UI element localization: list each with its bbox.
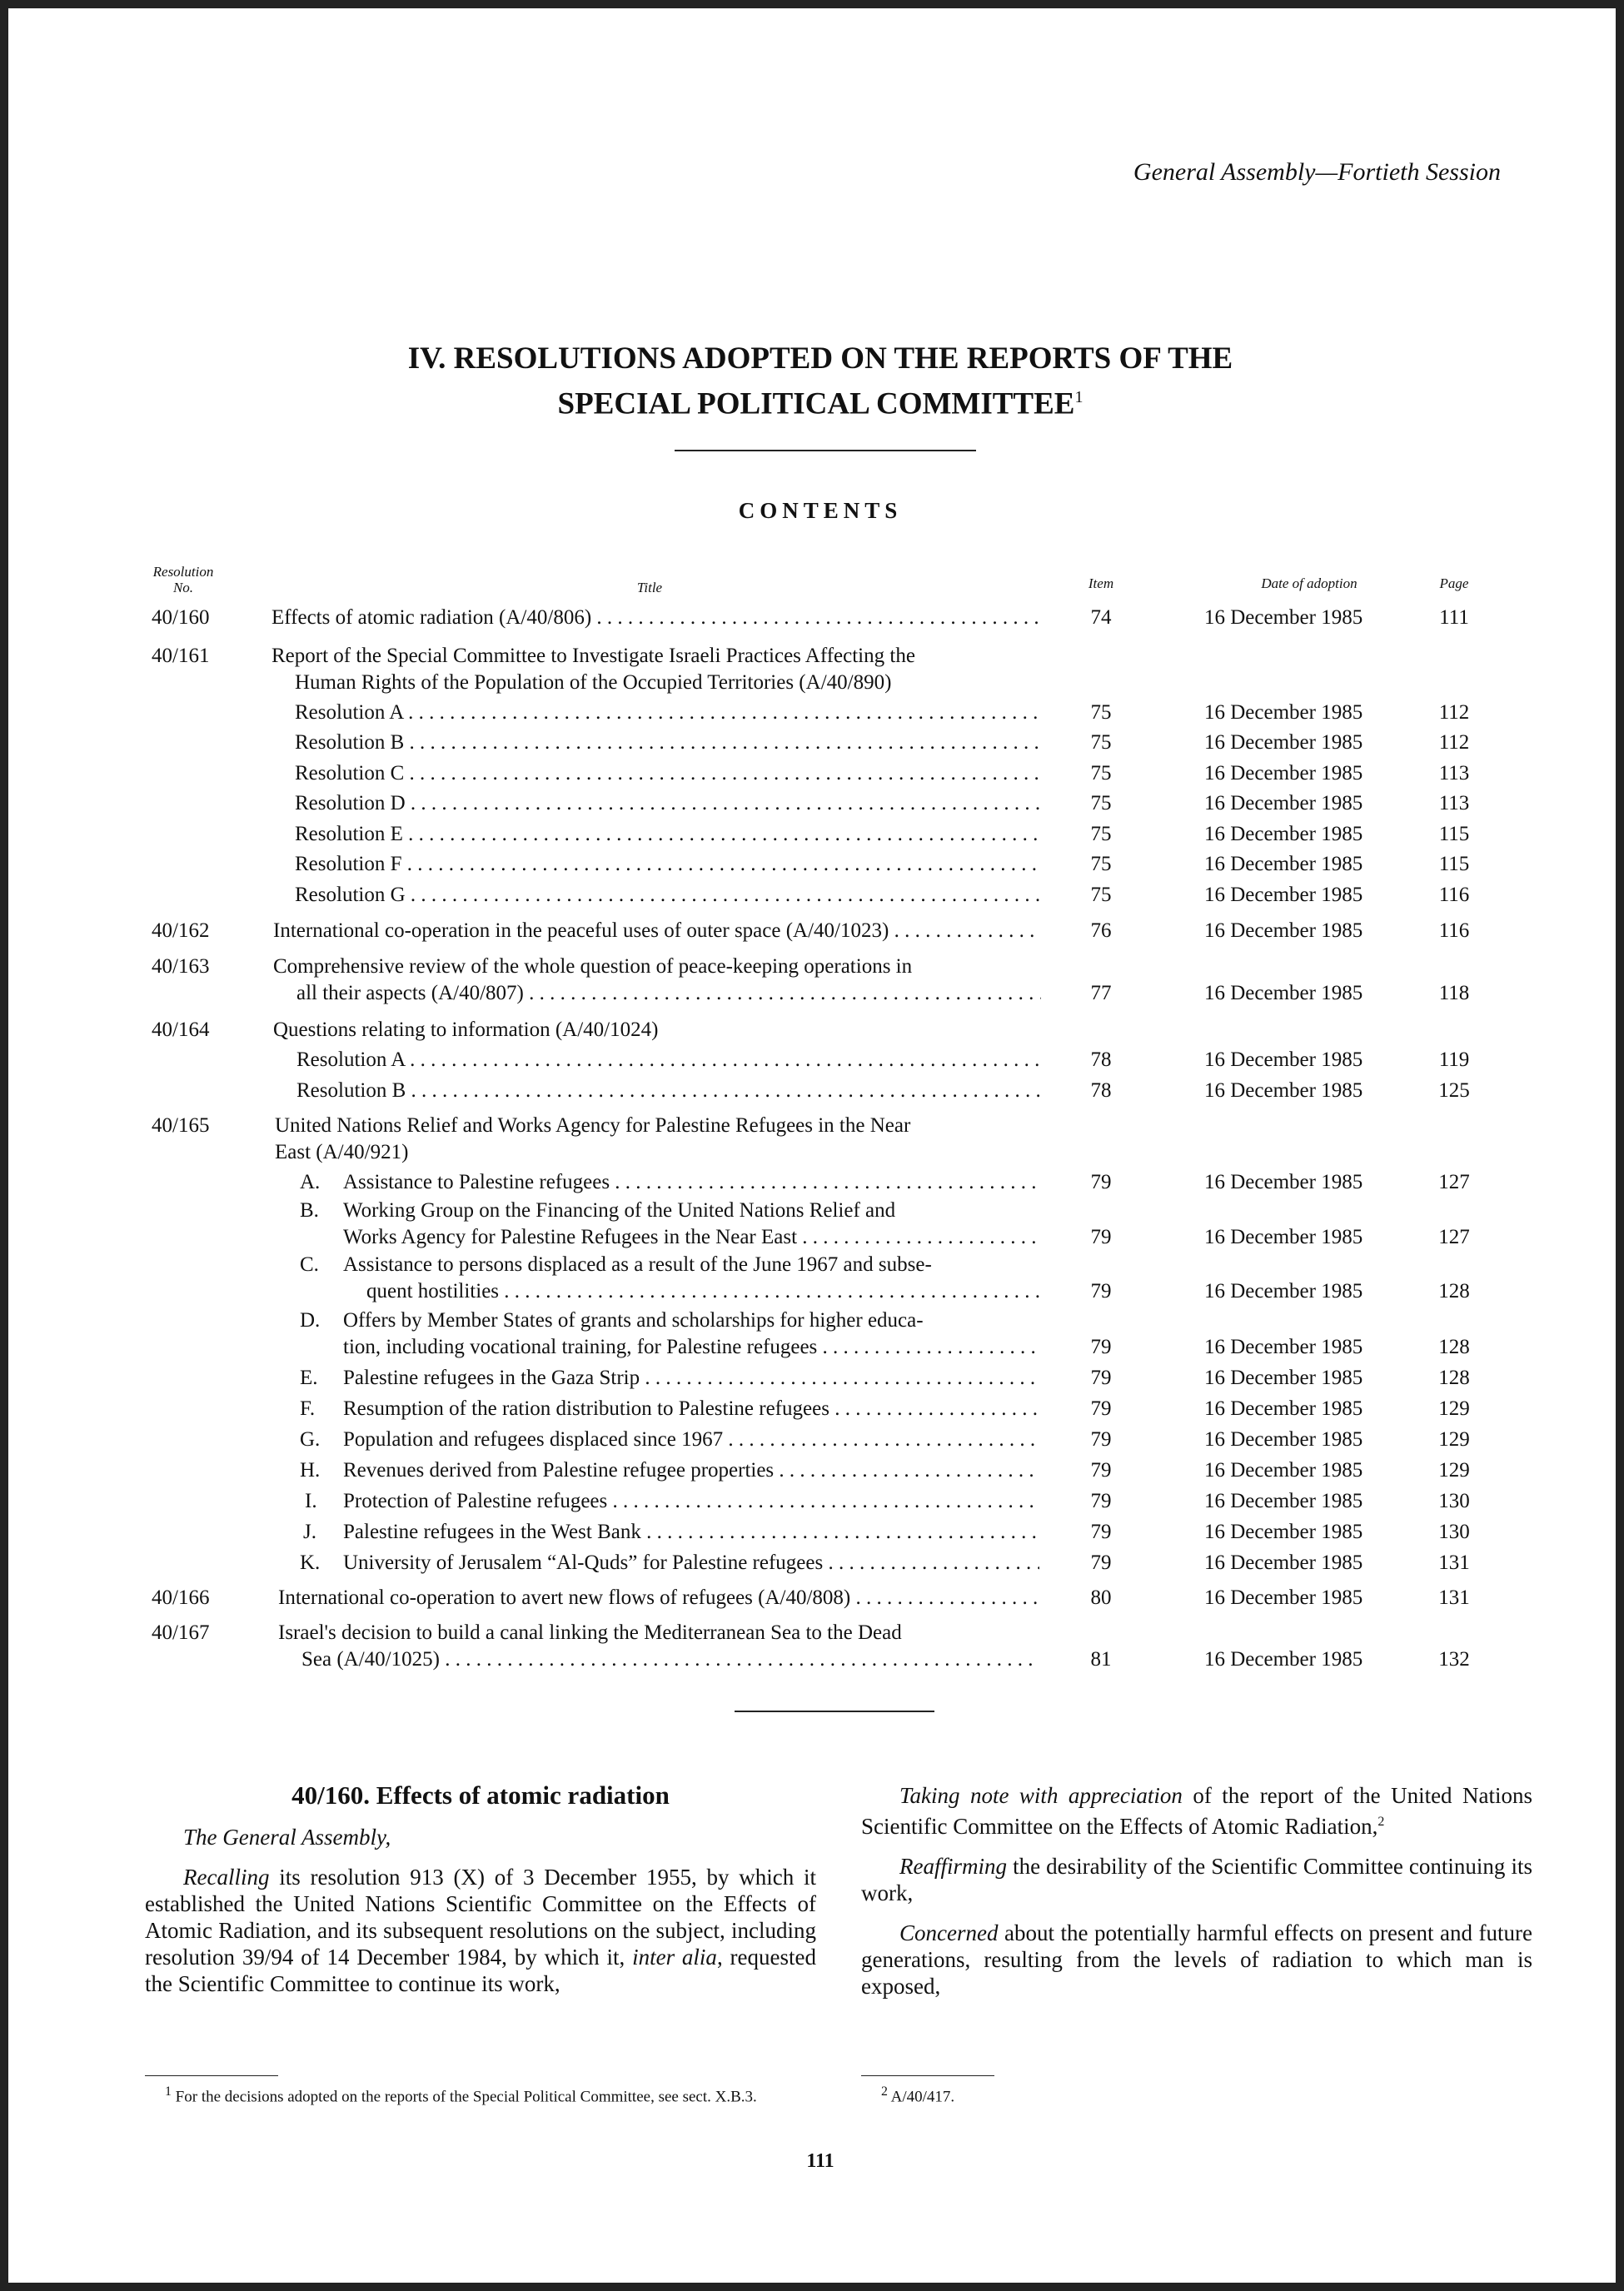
page-title bbox=[8, 340, 1624, 423]
column-head-title: Title bbox=[636, 580, 663, 595]
concerned-paragraph: Concerned about the potentially harmful effects on present and future generations, resulting from the levels of radiation to which man is exposed, bbox=[861, 1920, 1532, 1999]
column-head-resolution-no: Resolution No. bbox=[152, 564, 214, 595]
document-page: General Assembly—Fortieth Session IV. RESOLUTIONS ADOPTED ON THE REPORTS OF THE SPECIAL POLITICAL COMMITTEE$^1$ CONTENTS Resolution No. Title Item Date of adoption Page 40/160 Effects of atomic radiation (A/40/806) . . . 74 16 December 1985 111 40/161 Report of the Special Committee to Investigate Israeli Practices Affecting the Human Rights of the Population of the Occupied Territories (A/40/890) Resolution A . . . 75 16 December 1985 112 Resolution B . . . 75 16 December 1985 112 Resolution C . . . 75 16 December 1985 113 Resolution D . . . 75 16 December 1985 113 Resolution E . . . 75 16 December 1985 115 Resolution F . . . 75 16 December 1985 115 Resolution G . . . 75 16 December 1985 116 40/162 International co-operation in the peaceful uses of outer space (A/40/1023) . . . 76 16 December 1985 116 40/163 Comprehensive review of the whole question of peace-keeping operations in all their aspects (A/40/807) . . . 77 16 December 1985 118 40/164 Questions relating to information (A/40/1024) Resolution A . . . 78 16 December 1985 119 Resolution B . . . 78 16 December 1985 125 40/165 United Nations Relief and Works Agency for Palestine Refugees in the Near East (A/40/921) A. Assistance to Palestine refugees . . . 79 16 December 1985 127 B. Working Group on the Financing of the United Nations Relief and Works Agency for Palestine Refugees in the Near East . . . 79 16 December 1985 127 C. Assistance to persons displaced as a result of the June 1967 and subse- quent hostilities . . . 79 16 December 1985 128 D. Offers by Member States of grants and scholarships for higher educa- tion, including vocational training, for Palestine refugees . . . 79 16 December 1985 128 E. Palestine refugees in the Gaza Strip . . . 79 16 December 1985 128 F. Resumption of the ration distribution to Palestine refugees . . . 79 16 December 1985 129 G. Population and refugees displaced since 1967 . . . 79 16 December 1985 129 H. Revenues derived from Palestine refugee properties . . . 79 16 December 1985 129 I. Protection of Palestine refugees . . . 79 16 December 1985 130 J. Palestine refugees in the West Bank . . . 79 16 December 1985 130 K. University of Jerusalem “Al-Quds” for Palestine refugees . . . 79 16 December 1985 131 40/166 International co-operation to avert new flows of refugees (A/40/808) . . . 80 16 December 1985 131 40/167 Israel's decision to build a canal linking the Mediterranean Sea to the Dead Sea (A/40/1025) . . . 81 16 December 1985 132 40/160. Effects of atomic radiation The General Assembly, Recalling its resolution 913 (X) of 3 December 1955, by which it established the United Nations Scientific Committee on the Effects of Atomic Radiation, and its subsequent resolutions on the subject, including resolution 39/94 of 14 December 1984, by which it, inter alia, requested the Scientific Committee to continue its work, Taking note with appreciation of the report of the United Nations Scientific Committee on the Effects of Atomic Radiation,$^2$ Reaffirming the desirability of the Scientific Committee continuing its work, Concerned about the potentially harmful effects on present and future generations, resulting from the levels of radiation to which man is exposed, $^1$ For the decisions adopted on the reports of the Special Political Committee, see sect. X.B.3. $^2$ A/40/417. 111 bbox=[0, 0, 1624, 2291]
running-head: General Assembly—Fortieth Session bbox=[1133, 158, 1501, 186]
title-line-1: IV. RESOLUTIONS ADOPTED ON THE REPORTS OF THE bbox=[407, 341, 1233, 376]
title-line-2: SPECIAL POLITICAL COMMITTEE$^1$ bbox=[557, 386, 1083, 421]
footnote-2: $^2$ A/40/417. bbox=[881, 2084, 955, 2106]
section-rule bbox=[735, 1711, 934, 1712]
footnote-rule-right bbox=[861, 2075, 994, 2076]
left-column bbox=[145, 1782, 816, 2010]
assembly-line: The General Assembly, bbox=[183, 1825, 391, 1850]
page-number: 111 bbox=[806, 2150, 834, 2172]
footnote-ref: 2 bbox=[1377, 1815, 1385, 1829]
column-head-item: Item bbox=[1088, 575, 1114, 591]
resolution-heading: 40/160. Effects of atomic radiation bbox=[291, 1781, 670, 1810]
column-head-date: Date of adoption bbox=[1261, 575, 1357, 591]
footnote-rule-left bbox=[145, 2075, 278, 2076]
recalling-paragraph: Recalling its resolution 913 (X) of 3 December 1955, by which it established the United Nations Scientific Committee on the Effects of Atomic Radiation, and its subsequent resolutions on the subject, including resolution 39/94 of 14 December 1984, by which it, inter alia, requested the Scientific Committee to continue its work, bbox=[145, 1865, 816, 1996]
column-head-page: Page bbox=[1439, 575, 1469, 591]
title-rule bbox=[675, 450, 976, 451]
right-column bbox=[861, 1782, 1532, 2013]
footnote-ref: 1 bbox=[1074, 388, 1083, 406]
contents-heading: CONTENTS bbox=[738, 498, 903, 523]
taking-note-paragraph: Taking note with appreciation of the report of the United Nations Scientific Committee on the Effects of Atomic Radiation,$^2$ bbox=[861, 1783, 1533, 1839]
reaffirming-paragraph: Reaffirming the desirability of the Scientific Committee continuing its work, bbox=[861, 1854, 1532, 1905]
footnote-1: $^1$ For the decisions adopted on the reports of the Special Political Committee, see sect. X.B.3. bbox=[165, 2084, 757, 2106]
